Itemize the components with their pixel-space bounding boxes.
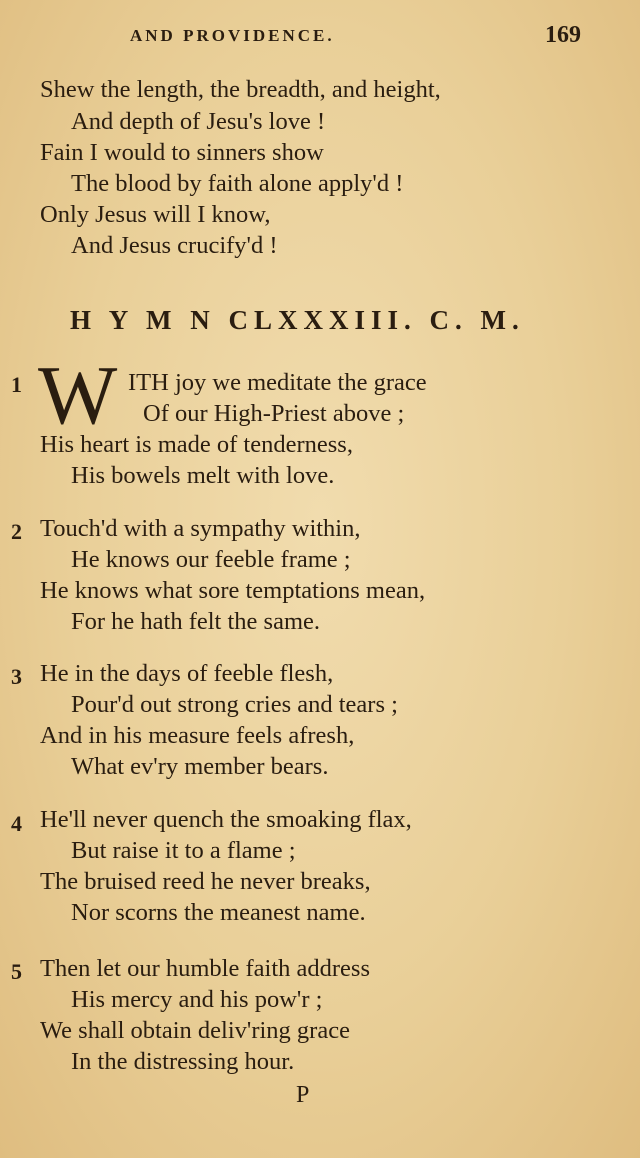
running-head: AND PROVIDENCE.	[130, 26, 335, 45]
poem-line: He knows our feeble frame ;	[71, 546, 351, 573]
poem-line: Pour'd out strong cries and tears ;	[71, 691, 398, 718]
poem-line: His mercy and his pow'r ;	[71, 986, 323, 1013]
poem-line: For he hath felt the same.	[71, 608, 321, 635]
verse-number: 1	[11, 372, 22, 397]
poem-line: Then let our humble faith address	[40, 955, 370, 982]
verse-number: 3	[11, 664, 22, 689]
poem-line: Touch'd with a sympathy within,	[40, 515, 361, 542]
poem-line: He knows what sore temptations mean,	[40, 577, 426, 604]
poem-line: His bowels melt with love.	[71, 462, 335, 489]
poem-line: Fain I would to sinners show	[40, 139, 324, 166]
drop-cap: W	[38, 349, 118, 442]
verse-number: 5	[11, 959, 22, 984]
poem-line: His heart is made of tenderness,	[40, 431, 353, 458]
poem-line: He in the days of feeble flesh,	[40, 660, 334, 687]
poem-line: ITH joy we meditate the grace	[128, 369, 427, 396]
poem-line: Shew the length, the breadth, and height,	[40, 76, 441, 103]
poem-line: What ev'ry member bears.	[71, 753, 329, 780]
page-number: 169	[545, 22, 581, 48]
poem-line: And in his measure feels afresh,	[40, 722, 355, 749]
poem-line: The blood by faith alone apply'd !	[71, 170, 404, 197]
page-header	[0, 22, 640, 52]
poem-line: Nor scorns the meanest name.	[71, 899, 366, 926]
poem-line: But raise it to a flame ;	[71, 837, 296, 864]
hymn-title: H Y M N CLXXXIII. C. M.	[70, 305, 525, 335]
verse-number: 2	[11, 519, 22, 544]
poem-line: The bruised reed he never breaks,	[40, 868, 371, 895]
poem-line: Of our High-Priest above ;	[143, 400, 405, 427]
signature-mark: P	[296, 1082, 310, 1108]
poem-line: And Jesus crucify'd !	[71, 232, 278, 259]
poem-line: Only Jesus will I know,	[40, 201, 271, 228]
poem-line: He'll never quench the smoaking flax,	[40, 806, 412, 833]
verse-number: 4	[11, 811, 22, 836]
poem-line: And depth of Jesu's love !	[71, 108, 326, 135]
poem-line: In the distressing hour.	[71, 1048, 295, 1075]
poem-line: We shall obtain deliv'ring grace	[40, 1017, 350, 1044]
